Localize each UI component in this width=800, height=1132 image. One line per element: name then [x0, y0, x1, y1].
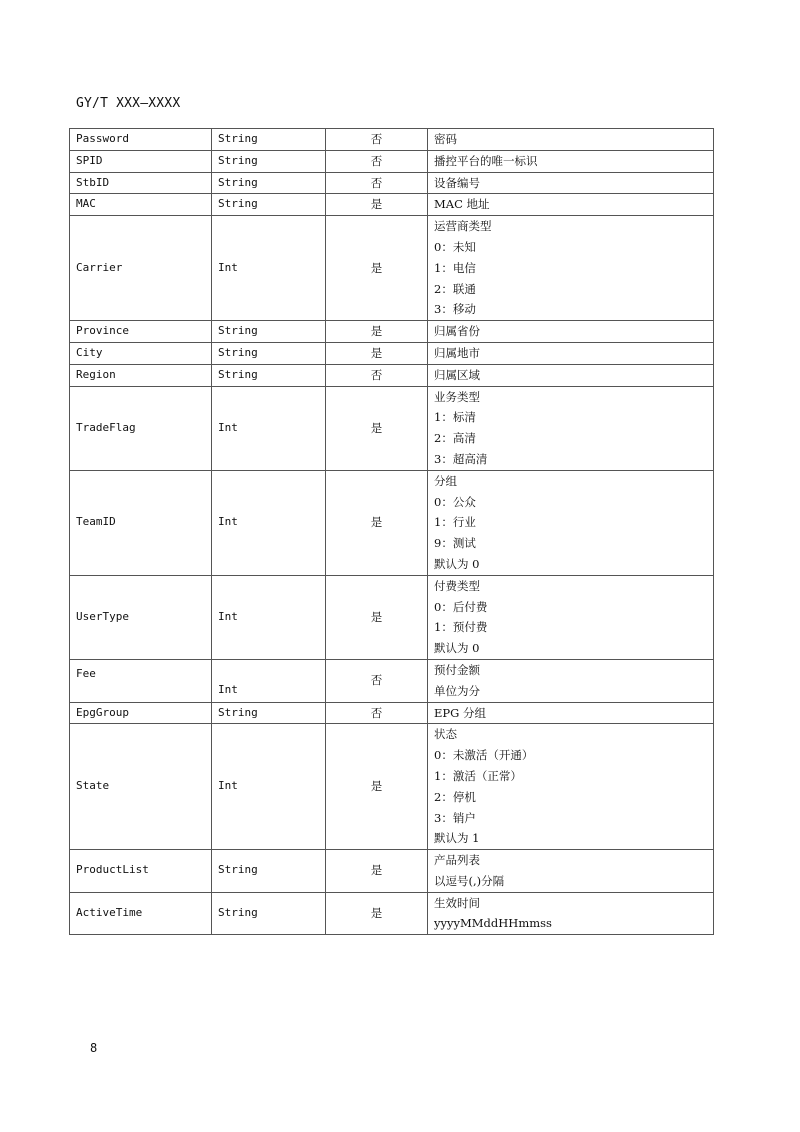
field-name-cell: Fee [70, 659, 212, 702]
table-row [70, 892, 714, 935]
description-cell [428, 321, 714, 343]
description-line: EPG 分组 [434, 705, 486, 720]
table-row [70, 216, 714, 321]
description-line: 0：未知 [434, 239, 476, 254]
description-line: 归属区域 [434, 367, 480, 382]
description-line: 默认为 0 [434, 641, 480, 656]
field-type-cell: String [212, 129, 326, 151]
field-type-cell: String [212, 702, 326, 724]
description-line: 2：联通 [434, 281, 476, 296]
field-type-cell: String [212, 150, 326, 172]
description-line: 9：测试 [434, 536, 476, 551]
field-name-cell: City [70, 342, 212, 364]
description-line: 播控平台的唯一标识 [434, 153, 538, 168]
table-row [70, 702, 714, 724]
description-cell [428, 386, 714, 470]
description-line: 0：未激活（开通） [434, 748, 534, 763]
required-flag-cell: 否 [326, 659, 428, 702]
table-row [70, 386, 714, 470]
required-flag-cell: 否 [326, 129, 428, 151]
field-name-cell: MAC [70, 194, 212, 216]
field-type-cell: Int [212, 659, 326, 702]
field-name-cell: Password [70, 129, 212, 151]
table-row [70, 172, 714, 194]
description-line: 状态 [434, 727, 457, 742]
required-flag-cell: 是 [326, 342, 428, 364]
field-name-cell: Region [70, 364, 212, 386]
field-name-cell: UserType [70, 575, 212, 659]
table-row [70, 129, 714, 151]
description-line: 1：行业 [434, 515, 476, 530]
description-line: 默认为 1 [434, 831, 480, 846]
description-line: 0：公众 [434, 494, 476, 509]
required-flag-cell: 是 [326, 470, 428, 575]
required-flag-cell: 是 [326, 850, 428, 893]
description-line: 预付金额 [434, 662, 480, 677]
description-cell [428, 342, 714, 364]
required-flag-cell: 是 [326, 386, 428, 470]
description-cell [428, 150, 714, 172]
field-type-cell: String [212, 194, 326, 216]
description-line: 3：销户 [434, 810, 476, 825]
table-row [70, 342, 714, 364]
required-flag-cell: 否 [326, 702, 428, 724]
description-line: 0：后付费 [434, 599, 488, 614]
field-name-cell: SPID [70, 150, 212, 172]
description-line: 2：停机 [434, 789, 476, 804]
description-line: 付费类型 [434, 578, 480, 593]
field-name-cell: ActiveTime [70, 892, 212, 935]
field-name-cell: Carrier [70, 216, 212, 321]
description-line: 单位为分 [434, 683, 480, 698]
description-line: 归属地市 [434, 345, 480, 360]
field-spec-table [69, 128, 714, 935]
description-cell [428, 724, 714, 850]
table-row [70, 364, 714, 386]
field-name-cell: StbID [70, 172, 212, 194]
table-row [70, 724, 714, 850]
field-name-cell: EpgGroup [70, 702, 212, 724]
required-flag-cell: 是 [326, 724, 428, 850]
table-row [70, 575, 714, 659]
required-flag-cell: 是 [326, 892, 428, 935]
description-cell [428, 172, 714, 194]
required-flag-cell: 是 [326, 216, 428, 321]
field-name-cell: TeamID [70, 470, 212, 575]
table-row [70, 194, 714, 216]
field-type-cell: String [212, 172, 326, 194]
field-type-cell: String [212, 321, 326, 343]
description-cell [428, 194, 714, 216]
field-name-cell: TradeFlag [70, 386, 212, 470]
description-line: 1：标清 [434, 410, 476, 425]
field-type-cell: Int [212, 470, 326, 575]
field-name-cell: ProductList [70, 850, 212, 893]
field-type-cell: Int [212, 724, 326, 850]
field-type-cell: String [212, 892, 326, 935]
table-row [70, 321, 714, 343]
description-line: 2：高清 [434, 431, 476, 446]
description-cell [428, 892, 714, 935]
required-flag-cell: 否 [326, 172, 428, 194]
page-number: 8 [90, 1041, 98, 1055]
description-line: MAC 地址 [434, 197, 490, 212]
description-line: 3：移动 [434, 302, 476, 317]
description-line: 1：电信 [434, 260, 476, 275]
description-cell [428, 850, 714, 893]
description-cell [428, 575, 714, 659]
field-type-cell: Int [212, 386, 326, 470]
field-type-cell: String [212, 850, 326, 893]
description-line: 设备编号 [434, 175, 480, 190]
description-line: 分组 [434, 473, 457, 488]
description-line: 密码 [434, 132, 457, 146]
required-flag-cell: 是 [326, 575, 428, 659]
field-type-cell: String [212, 342, 326, 364]
description-cell [428, 702, 714, 724]
field-type-cell: String [212, 364, 326, 386]
document-code-header: GY/T XXX—XXXX [76, 96, 181, 111]
field-type-cell: Int [212, 575, 326, 659]
description-line: 1：预付费 [434, 620, 488, 635]
table-row [70, 150, 714, 172]
field-type-cell: Int [212, 216, 326, 321]
required-flag-cell: 否 [326, 364, 428, 386]
description-cell [428, 216, 714, 321]
description-line: 以逗号(,)分隔 [434, 873, 505, 888]
field-name-cell: State [70, 724, 212, 850]
description-line: 业务类型 [434, 389, 480, 404]
required-flag-cell: 是 [326, 321, 428, 343]
description-cell [428, 364, 714, 386]
description-line: yyyyMMddHHmmss [434, 916, 552, 931]
description-line: 默认为 0 [434, 556, 480, 571]
description-line: 3：超高清 [434, 451, 488, 466]
description-line: 产品列表 [434, 853, 480, 868]
field-spec-table-body [70, 129, 714, 935]
description-line: 1：激活（正常） [434, 768, 522, 783]
description-line: 生效时间 [434, 895, 480, 910]
required-flag-cell: 是 [326, 194, 428, 216]
description-cell [428, 129, 714, 151]
description-line: 归属省份 [434, 324, 480, 339]
description-line: 运营商类型 [434, 219, 492, 234]
table-row [70, 470, 714, 575]
description-cell [428, 659, 714, 702]
field-name-cell: Province [70, 321, 212, 343]
required-flag-cell: 否 [326, 150, 428, 172]
table-row [70, 659, 714, 702]
table-row [70, 850, 714, 893]
description-cell [428, 470, 714, 575]
